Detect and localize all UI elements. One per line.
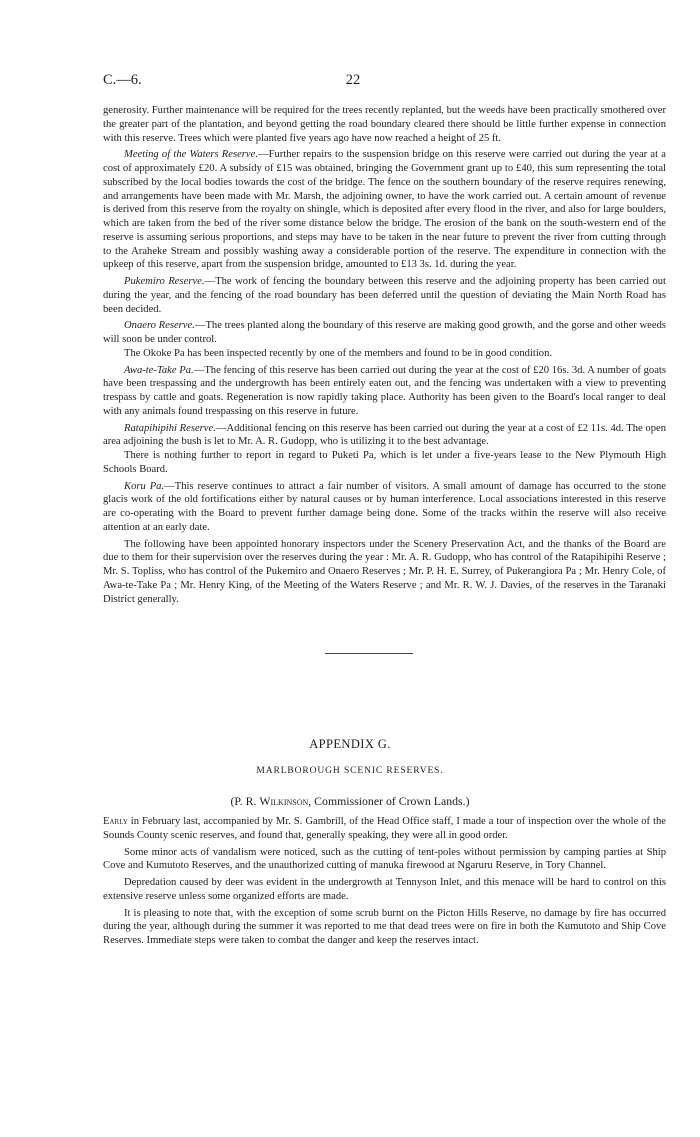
appendix-subtitle: MARLBOROUGH SCENIC RESERVES.: [256, 766, 444, 776]
paragraph-puketi-pa: [103, 449, 666, 477]
appendix-paragraph: [103, 815, 666, 843]
appendix-title: APPENDIX G.: [309, 737, 391, 751]
paragraph-text: —The trees planted along the boundary of this reserve are making good growth, and the gorse and other weeds will soon be under control.: [103, 320, 666, 345]
paragraph-onaero: [103, 319, 666, 347]
paragraph-heading: Awa-te-Take Pa.: [124, 364, 194, 376]
paragraph-text: in February last, accompanied by Mr. S. Gambrill, of the Head Office staff, I made a tour of inspection over the whole of the Sounds County scenic reserves, and found that, generally speaking, they were all in good order.: [103, 816, 666, 841]
paragraph-okoke-pa: [103, 347, 666, 361]
appendix-paragraph: [103, 846, 666, 874]
paragraph-text: The following have been appointed honorary inspectors under the Scenery Preservation Act, and the thanks of the Board are due to them for their supervision over the reserves during the year : Mr. A. R. Gudopp, who has control of the Ratapihipihi Reserve ; Mr. S. Topliss, who has control of the Pukemiro and Onaero Reserves ; Mr. P. H. E. Surrey, of Pukerangiora Pa ; Mr. Henry Cole, of Awa-te-Take Pa ; Mr. Henry King, of the Meeting of the Waters Reserve ; and Mr. R. W. J. Davies, of the reserves in the Taranaki District generally.: [103, 538, 666, 605]
paragraph-text: —The work of fencing the boundary between this reserve and the adjoining property has been carried out during the year, and the fencing of the road boundary has been deferred until the question of deviating the Main North Road has been decided.: [103, 276, 666, 315]
paragraph-koru-pa: [103, 480, 666, 535]
paragraph-heading: Meeting of the Waters Reserve.: [124, 149, 258, 161]
paragraph-awa-te-take: [103, 364, 666, 419]
drop-word: Early: [103, 816, 128, 827]
report-body: [103, 104, 666, 606]
appendix-body: [103, 815, 666, 951]
paragraph-text: There is nothing further to report in regard to Puketi Pa, which is let under a five-years lease to the New Plymouth High Schools Board.: [103, 450, 666, 475]
paragraph-text: generosity. Further maintenance will be required for the trees recently replanted, but the weeds have been practically smothered over the greater part of the plantation, and beyond getting the road boundary cleared there should be little further expense in connection with this reserve. Trees which were planted five years ago have now reached a height of 25 ft.: [103, 105, 666, 144]
author-title: , Commissioner of Crown Lands.): [308, 794, 470, 808]
author-open: (P. R.: [230, 794, 260, 808]
page-number: 22: [345, 72, 361, 88]
paragraph-text: —Further repairs to the suspension bridge on this reserve were carried out during the year at a cost of approximately £20. A subsidy of £15 was obtained, bringing the Government grant up to £40, this sum representing the total subscribed by the local bodies towards the cost of the bridge. The fence on the southern boundary of the reserve requires renewing, and arrangements have been made with Mr. Marsh, the adjoining owner, to have the work carried out. A certain amount of revenue is derived from this reserve from the royalty on shingle, which is deposited after every flood in the river, and also for large boulders, which are taken from the bed of the river some distance below the bridge. The erosion of the bank on the south-western end of the reserve is assuming serious proportions, and steps may have to be taken in the near future to prevent the river from cutting through to the Araheke Stream and possibly washing away a considerable portion of the reserve. The expenditure in connection with the upkeep of this reserve, apart from the suspension bridge, amounted to £13 3s. 1d. during the year.: [103, 149, 666, 271]
paragraph-heading: Onaero Reserve.: [124, 320, 195, 332]
paragraph-heading: Ratapihipihi Reserve.: [124, 422, 216, 434]
paragraph-honorary-inspectors: [103, 538, 666, 607]
appendix-author: [0, 794, 700, 809]
paragraph-text: Some minor acts of vandalism were noticed, such as the cutting of tent-poles without permission by camping parties at Ship Cove and Kumutoto Reserves, and the unauthorized cutting of manuka firewood at Ngaruru Reserve, in Tory Channel.: [103, 846, 666, 872]
paragraph-text: Depredation caused by deer was evident in the undergrowth at Tennyson Inlet, and this menace will be hard to control on this extensive reserve unless some organized efforts are made.: [103, 877, 666, 902]
paragraph-text: —Additional fencing on this reserve has been carried out during the year at a cost of £2 11s. 4d. The open area adjoining the bush is let to Mr. A. R. Gudopp, who is utilizing it to the best advantage.: [103, 422, 666, 448]
document-reference: C.—6.: [103, 72, 142, 88]
page-header: [103, 72, 603, 94]
section-divider: [325, 653, 413, 654]
paragraph-heading: Koru Pa.: [124, 480, 165, 492]
paragraph-continuation: [103, 104, 666, 145]
paragraph-meeting-of-the-waters: [103, 148, 666, 272]
paragraph-ratapihipihi: [103, 422, 666, 450]
paragraph-pukemiro: [103, 275, 666, 316]
appendix-paragraph: [103, 876, 666, 904]
appendix-paragraph: [103, 907, 666, 948]
paragraph-text: —The fencing of this reserve has been carried out during the year at the cost of £20 16s. 3d. A number of goats have been trespassing and the undergrowth has been entirely eaten out, and the fencing was undertaken with a view to preventing trespass by cattle and goats. Regeneration is now rapidly taking place. Authority has been given to the Board's local ranger to deal with any animals found trespassing on this reserve in future.: [103, 364, 666, 417]
paragraph-heading: Pukemiro Reserve.: [124, 276, 205, 287]
paragraph-text: It is pleasing to note that, with the exception of some scrub burnt on the Picton Hills Reserve, no damage by fire has occurred during the year, although during the summer it was reported to me that dead trees were on fire in both the Kumutoto and Ship Cove Reserves. Immediate steps were taken to combat the danger and keep the reserves intact.: [103, 907, 666, 946]
paragraph-text: —This reserve continues to attract a fair number of visitors. A small amount of damage has occurred to the stone glacis work of the old fortifications either by natural causes or by human interference. Local associations interested in this reserve are co-operating with the Board to prevent further damage being done. Some of the tracks within the reserve will also receive attention at an early date.: [103, 480, 666, 533]
author-name: Wilkinson: [259, 794, 309, 808]
paragraph-text: The Okoke Pa has been inspected recently by one of the members and found to be in good condition.: [124, 347, 553, 359]
